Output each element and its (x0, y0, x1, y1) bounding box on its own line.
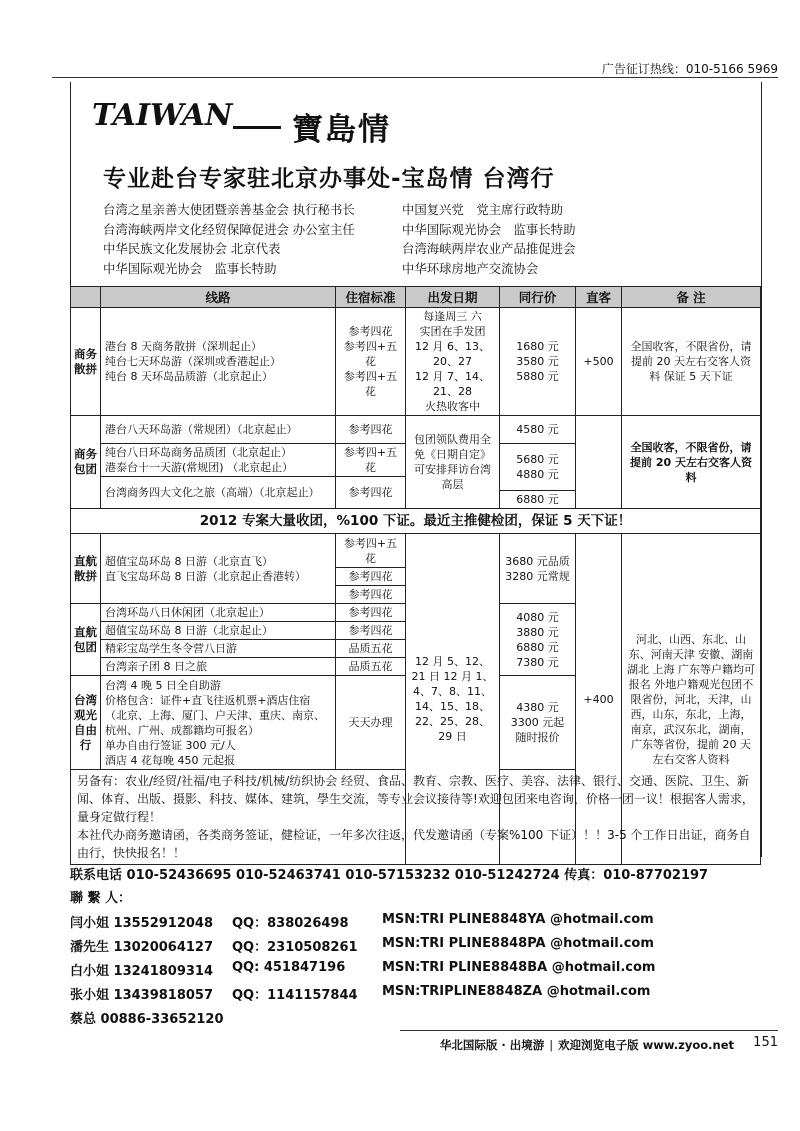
price-line: 6880 元 (516, 640, 559, 654)
remark-cell: 全国收客，不限省份，请提前 20 天左右交客人资料 保证 5 天下证 (622, 308, 761, 416)
contact-qq: QQ：1141157844 (232, 988, 358, 1003)
price-line: 5880 元 (516, 370, 559, 383)
hotel-line: 参考四+五花 (343, 370, 398, 398)
table-row (71, 770, 761, 865)
route-cell: 精彩宝岛学生冬令营八日游 (101, 640, 336, 658)
headline: 专业赴台专家驻北京办事处-宝岛情 台湾行 (103, 166, 555, 192)
org-item: 台湾海峡两岸农业产品推促进会 (402, 241, 576, 256)
contact-name-phone: 潘先生 13020064127 (70, 940, 214, 955)
hotel-cell: 参考四花 (336, 604, 406, 622)
hotel-line: 参考四花 (348, 325, 393, 338)
route-line: 价格包含：证件+直飞往返机票+酒店住宿（北京、上海、厦门、户天津、重庆、南京、杭州、广州、成都籍均可报名） (105, 693, 325, 737)
table-row (71, 534, 761, 568)
hotel-cell: 参考四花 (336, 477, 406, 509)
route-cell (101, 534, 336, 604)
route-line: 港泰台十一天游(常规团) （北京起止） (105, 461, 294, 474)
org-item: 中华环球房地产交流协会 (402, 260, 539, 276)
page-footer (440, 1037, 734, 1053)
org-item: 中华国际观光协会 监事长特助 (103, 260, 277, 276)
bottom-divider (400, 1030, 778, 1031)
contact-msn: MSN:TRI PLINE8848BA @hotmail.com (382, 960, 656, 975)
contact-qq: QQ: 451847196 (232, 960, 346, 975)
promo-banner: 2012 专案大量收团，%100 下证。最近主推健检团，保证 5 天下证！ (71, 509, 761, 534)
route-line: 台湾 4 晚 5 日全自助游 (105, 678, 221, 692)
logo-text: TAIWAN (92, 98, 233, 133)
remark-cell: 全国收客，不限省份，请提前 20 天左右交客人资料 (622, 416, 761, 509)
brand-logo (90, 92, 233, 134)
route-line: 单办自由行签证 300 元/人 (105, 738, 236, 752)
hotel-cell: 参考四+五花 (336, 534, 406, 568)
date-line: 12 月 6、13、20、27 (415, 340, 490, 368)
route-line: 直飞宝岛环岛 8 日游（北京起止香港转） (105, 569, 306, 583)
contact-qq: QQ：838026498 (232, 916, 349, 931)
contact-name-phone: 白小姐 13241809314 (70, 964, 214, 979)
table-row (71, 308, 761, 416)
contact-phones: 联系电话 010-52436695 010-52463741 010-57153232 010-51242724 传真：010-87702197 (70, 868, 709, 883)
route-cell (101, 444, 336, 477)
direct-cell: +500 (576, 308, 622, 416)
header-hotel: 住宿标准 (336, 287, 406, 308)
category-cell: 商务散拼 (71, 308, 101, 416)
route-cell (101, 676, 336, 770)
hotel-cell: 参考四+五花 (336, 444, 406, 477)
hotel-cell: 天天办理 (336, 676, 406, 770)
footer-slogan: 欢迎浏览电子版 www.zyoo.net (558, 1038, 734, 1052)
hotel-cell (336, 308, 406, 416)
org-item: 中国复兴党 党主席行政特助 (402, 202, 564, 217)
header-date: 出发日期 (406, 287, 500, 308)
category-cell: 直航散拼 (71, 534, 101, 604)
header-price: 同行价 (500, 287, 576, 308)
price-line: 3580 元 (516, 355, 559, 368)
route-line: 港台 8 天商务散拼（深圳起止） (105, 340, 262, 353)
contact-msn: MSN:TRI PLINE8848PA @hotmail.com (382, 936, 654, 951)
contact-row (70, 960, 760, 982)
route-cell (101, 308, 336, 416)
header-blank (71, 287, 101, 308)
org-item: 台湾之星亲善大使团暨亲善基金会 执行秘书长 (103, 202, 355, 217)
category-cell: 台湾观光自由行 (71, 676, 101, 770)
header-remark: 备 注 (622, 287, 761, 308)
hotel-cell: 参考四花 (336, 416, 406, 444)
ad-hotline: 广告征订热线：010-5166 5969 (601, 62, 778, 76)
org-list-left (103, 200, 355, 278)
contact-label: 聯 繫 人： (70, 891, 132, 906)
contact-row (70, 984, 760, 1006)
price-cell (500, 604, 576, 676)
route-line: 纯台七天环岛游（深圳或香港起止） (105, 355, 281, 368)
price-cell: 4580 元 (500, 416, 576, 444)
contact-qq: QQ：2310508261 (232, 940, 358, 955)
table-row (71, 416, 761, 444)
price-line: 5680 元 (516, 453, 559, 466)
date-line: 实团在手发团 (419, 325, 486, 338)
route-cell: 港台八天环岛游（常规团）（北京起止） (101, 416, 336, 444)
date-line: 12 月 7、14、21、28 (415, 370, 490, 398)
category-cell: 商务包团 (71, 416, 101, 509)
hotel-cell: 参考四花 (336, 622, 406, 640)
org-item: 中华民族文化发展协会 北京代表 (103, 241, 281, 256)
contact-row (70, 936, 760, 958)
top-divider (52, 77, 778, 78)
direct-cell: +400 (576, 534, 622, 865)
price-cell: 3680 元品质 3280 元常规 (500, 534, 576, 604)
hotel-cell: 品质五花 (336, 658, 406, 676)
price-cell: 6880 元 (500, 491, 576, 509)
route-table (70, 286, 761, 865)
date-line: 每逢周三 六 (423, 310, 482, 323)
contact-name-phone: 张小姐 13439818057 (70, 988, 214, 1003)
hotel-line: 参考四+五花 (343, 340, 398, 368)
price-line: 4080 元 (516, 610, 559, 624)
logo-dash (233, 126, 281, 129)
contact-row (70, 1008, 760, 1030)
contact-msn: MSN:TRI PLINE8848YA @hotmail.com (382, 912, 654, 927)
page-number: 151 (753, 1035, 778, 1050)
date-cell (406, 308, 500, 416)
price-line: 3880 元 (516, 625, 559, 639)
org-item: 中华国际观光协会 监事长特助 (402, 221, 576, 237)
table-row (71, 509, 761, 534)
price-cell (500, 444, 576, 491)
route-cell: 台湾商务四大文化之旅（高端）（北京起止） (101, 477, 336, 509)
route-cell: 台湾环岛八日休闲团（北京起止） (101, 604, 336, 622)
hotel-cell: 参考四花 (336, 586, 406, 604)
contact-row (70, 912, 760, 934)
header-route: 线路 (101, 287, 336, 308)
route-cell: 超值宝岛环岛 8 日游（北京起止） (101, 622, 336, 640)
remark-cell: 河北、山西、东北、山东、河南天津 安徽、湖南湖北 上海 广东等户籍均可报名 外地户籍观光包团不限省份，河北，天津，山西，山东，东北，上海，南京，武汉东北，湖南，广东等省份，提前 20 天左右交客人资料 (622, 534, 761, 865)
contact-name-phone: 闫小姐 13552912048 (70, 916, 214, 931)
price-cell (500, 308, 576, 416)
notes-cell (71, 770, 761, 865)
hotel-cell: 品质五花 (336, 640, 406, 658)
route-cell: 台湾亲子团 8 日之旅 (101, 658, 336, 676)
footer-separator: | (549, 1038, 554, 1052)
date-cell: 包团领队费用全免《日期自定》可安排拜访台湾高层 (406, 416, 500, 509)
contact-msn: MSN:TRIPLINE8848ZA @hotmail.com (382, 984, 651, 999)
hotel-cell: 参考四花 (336, 568, 406, 586)
org-item: 台湾海峡两岸文化经贸保障促进会 办公室主任 (103, 221, 355, 237)
direct-cell (576, 416, 622, 509)
route-line: 纯台 8 天环岛品质游（北京起止） (105, 370, 273, 383)
table-header-row (71, 287, 761, 308)
route-line: 超值宝岛环岛 8 日游（北京直飞） (105, 554, 273, 568)
category-cell: 直航包团 (71, 604, 101, 676)
header-direct: 直客 (576, 287, 622, 308)
price-cell: 4380 元 3300 元起 随时报价 (500, 676, 576, 770)
route-line: 酒店 4 花每晚 450 元起报 (105, 753, 235, 767)
footer-magazine: 华北国际版 · 出境游 (439, 1038, 545, 1052)
price-line: 1680 元 (516, 340, 559, 353)
brand-title: 寶島情 (292, 112, 391, 148)
notes-other-services: 另备有：农业/经贸/社福/电子科技/机械/纺织协会 经贸、食品、教育、宗教、医疗、美容、法律、银行、交通、医院、卫生、新闻、体育、出版、摄影、科技、媒体、建筑，學生交流，等专业会议接待等!欢迎包团来电咨询，价格一团一议！根据客人需求，量身定做行程！ (77, 774, 754, 824)
org-list-right (402, 200, 575, 278)
route-line: 纯台八日环岛商务品质团（北京起止） (105, 446, 292, 459)
date-cell: 12 月 5、12、21 日 12 月 1、4、7、8、11、14、15、18、22、25、28、29 日 (406, 534, 500, 865)
price-line: 7380 元 (516, 655, 559, 669)
price-line: 4880 元 (516, 468, 559, 481)
notes-visa: 本社代办商务邀请函，各类商务签证，健检证，一年多次往返，代发邀请函（专案%100 下证）！！3-5 个工作日出证，商务自由行，快快报名！！ (77, 828, 751, 860)
contact-boss: 蔡总 00886-33652120 (70, 1012, 224, 1027)
date-line: 火热收客中 (425, 400, 480, 413)
